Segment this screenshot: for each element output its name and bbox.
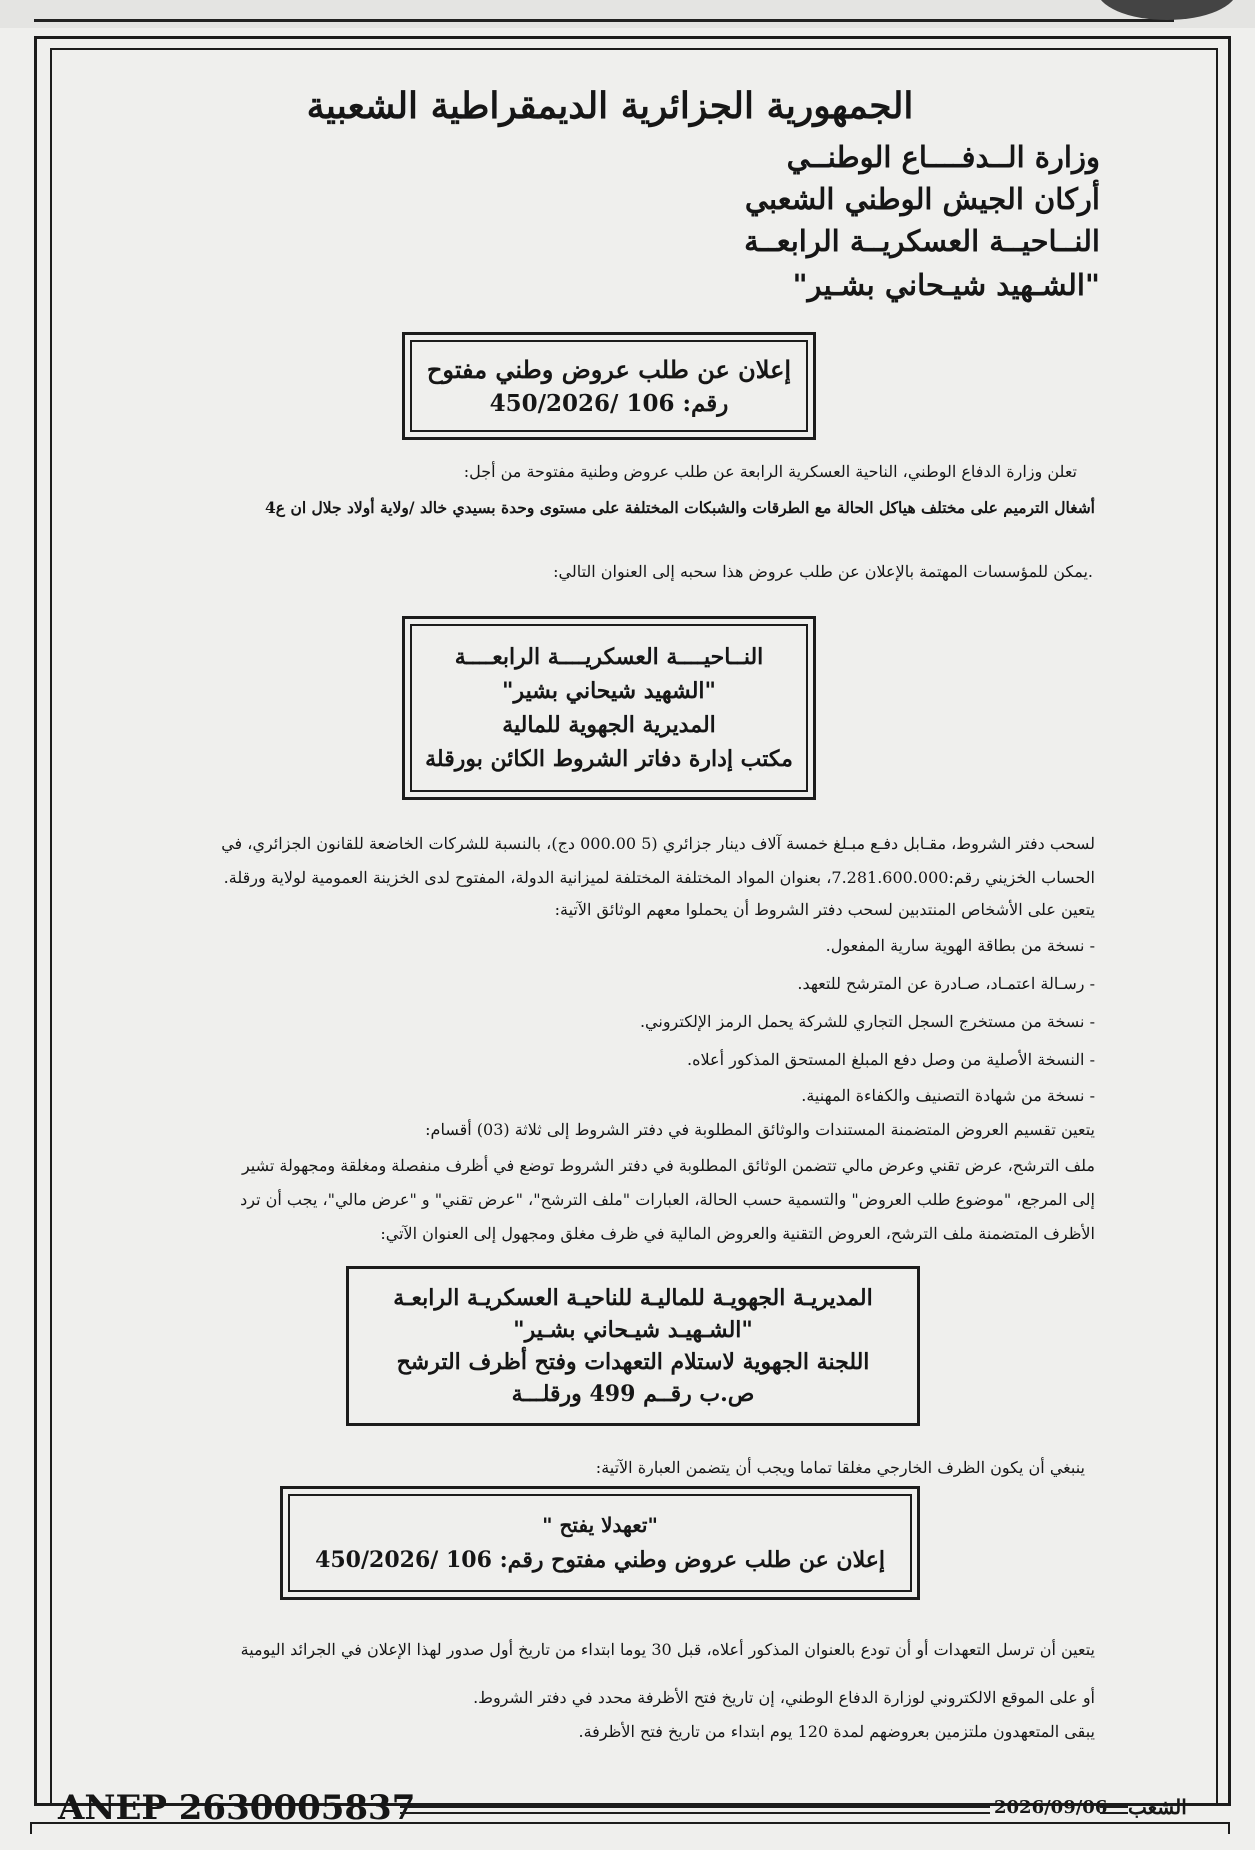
document-item-4: - النسخة الأصلية من وصل دفع المبلغ المستحق المذكور أعلاه. — [687, 1050, 1095, 1069]
document-item-1: - نسخة من بطاقة الهوية سارية المفعول. — [825, 936, 1095, 955]
ministry-line: وزارة الــدفــــاع الوطنــي — [786, 140, 1100, 174]
closing-line-1: يتعين أن ترسل التعهدات أو أن تودع بالعنوان المذكور أعلاه، قبل 30 يوما ابتداء من تاريخ أول صدور لهذا الإعلان في الجرائد اليومية — [240, 1640, 1095, 1659]
body-line-envelopes-3: الأظرف المتضمنة ملف الترشح، العروض التقنية والعروض المالية في ظرف مغلق ومجهول إلى العنوان الآتي: — [380, 1224, 1095, 1243]
address1-directorate: المديرية الجهوية للمالية — [502, 712, 716, 738]
intro-line: تعلن وزارة الدفاع الوطني، الناحية العسكرية الرابعة عن طلب عروض وطنية مفتوحة من أجل: — [463, 462, 1077, 481]
body-line-envelopes-2: إلى المرجع، "موضوع طلب العروض" والتسمية حسب الحالة، العبارات "ملف الترشح"، "عرض تقني" و "عرض مالي"، يجب أن ترد — [240, 1190, 1095, 1209]
announcement-number-box — [402, 332, 816, 440]
army-staff-line: أركان الجيش الوطني الشعبي — [744, 182, 1100, 216]
document-item-2: - رسـالة اعتمـاد، صـادرة عن المترشح للتعهد. — [797, 974, 1095, 993]
body-line-1: لسحب دفتر الشروط، مقـابل دفـع مبـلغ خمسة آلاف دينار جزائري (5 000.00 دج)، بالنسبة للشركات الخاضعة للقانون الجزائري، في — [221, 834, 1095, 853]
address2-directorate: المديريـة الجهويـة للماليـة للناحيـة العسكريـة الرابعـة — [393, 1285, 873, 1311]
withdrawal-intro-line: .يمكن للمؤسسات المهتمة بالإعلان عن طلب عروض هذا سحبه إلى العنوان التالي: — [553, 562, 1093, 581]
address1-region: النــاحيــــة العسكريــــة الرابعــــة — [454, 644, 764, 670]
footer-double-rule-left — [400, 1806, 990, 1814]
top-page-strip — [0, 0, 1255, 28]
republic-title: الجمهورية الجزائرية الديمقراطية الشعبية — [306, 85, 914, 127]
newspaper-name: الشعب — [1128, 1795, 1187, 1819]
top-rule — [34, 0, 1174, 22]
address2-martyr: "الشـهيـد شيـحاني بشـير" — [513, 1317, 753, 1343]
envelope-announcement-number: إعلان عن طلب عروض وطني مفتوح رقم: 106 /450/2026 — [315, 1547, 885, 1573]
address2-committee: اللجنة الجهوية لاستلام التعهدات وفتح أظرف الترشح — [396, 1349, 870, 1375]
martyr-name-line: "الشـهيد شيـحاني بشـير" — [792, 268, 1100, 302]
document-item-3: - نسخة من مستخرج السجل التجاري للشركة يحمل الرمز الإلكتروني. — [639, 1012, 1095, 1031]
project-subject-line: أشغال الترميم على مختلف هياكل الحالة مع الطرقات والشبكات المختلفة على مستوى وحدة بسيدي خالد /ولاية أولاد جلال ان ع4 — [265, 498, 1095, 517]
envelope-do-not-open: "تعهدلا يفتح " — [542, 1513, 658, 1537]
document-item-5: - نسخة من شهادة التصنيف والكفاءة المهنية. — [801, 1086, 1095, 1105]
anep-reference: ANEP 2630005837 — [58, 1788, 416, 1828]
envelope-note: ينبغي أن يكون الظرف الخارجي مغلقا تماما ويجب أن يتضمن العبارة الآتية: — [595, 1458, 1085, 1477]
military-region-line: النــاحيــة العسكريــة الرابعــة — [744, 224, 1100, 258]
withdrawal-address-box — [402, 616, 816, 800]
body-line-3: يتعين على الأشخاص المنتدبين لسحب دفتر الشروط أن يحملوا معهم الوثائق الآتية: — [554, 900, 1095, 919]
address1-office: مكتب إدارة دفاتر الشروط الكائن بورقلة — [425, 746, 793, 772]
announcement-box-number: رقم: 106 /450/2026 — [489, 390, 729, 417]
address2-po-box: ص.ب رقــم 499 ورقلـــة — [511, 1381, 755, 1407]
body-line-envelopes-1: ملف الترشح، عرض تقني وعرض مالي تتضمن الوثائق المطلوبة في دفتر الشروط توضع في أظرف منفصلة ومغلقة ومجهولة تشير — [241, 1156, 1095, 1175]
body-line-offers: يتعين تقسيم العروض المتضمنة المستندات والوثائق المطلوبة في دفتر الشروط إلى ثلاثة (03) أقسام: — [425, 1120, 1095, 1139]
footer-double-rule-right — [1100, 1806, 1128, 1814]
publication-date: 2026/09/06 — [994, 1797, 1108, 1818]
address1-martyr: "الشهيد شيحاني بشير" — [502, 678, 716, 704]
body-line-2: الحساب الخزيني رقم:7.281.600.000، بعنوان المواد المختلفة المختلفة لميزانية الدولة، المفتوح لدى الخزينة العمومية لولاية ورقلة. — [223, 868, 1095, 887]
closing-line-3: يبقى المتعهدون ملتزمين بعروضهم لمدة 120 يوم ابتداء من تاريخ فتح الأظرفة. — [578, 1722, 1095, 1741]
envelope-marking-box — [280, 1486, 920, 1600]
closing-line-2: أو على الموقع الالكتروني لوزارة الدفاع الوطني، إن تاريخ فتح الأظرفة محدد في دفتر الشروط. — [473, 1688, 1095, 1707]
submission-address-box — [346, 1266, 920, 1426]
announcement-box-title: إعلان عن طلب عروض وطني مفتوح — [426, 355, 792, 384]
